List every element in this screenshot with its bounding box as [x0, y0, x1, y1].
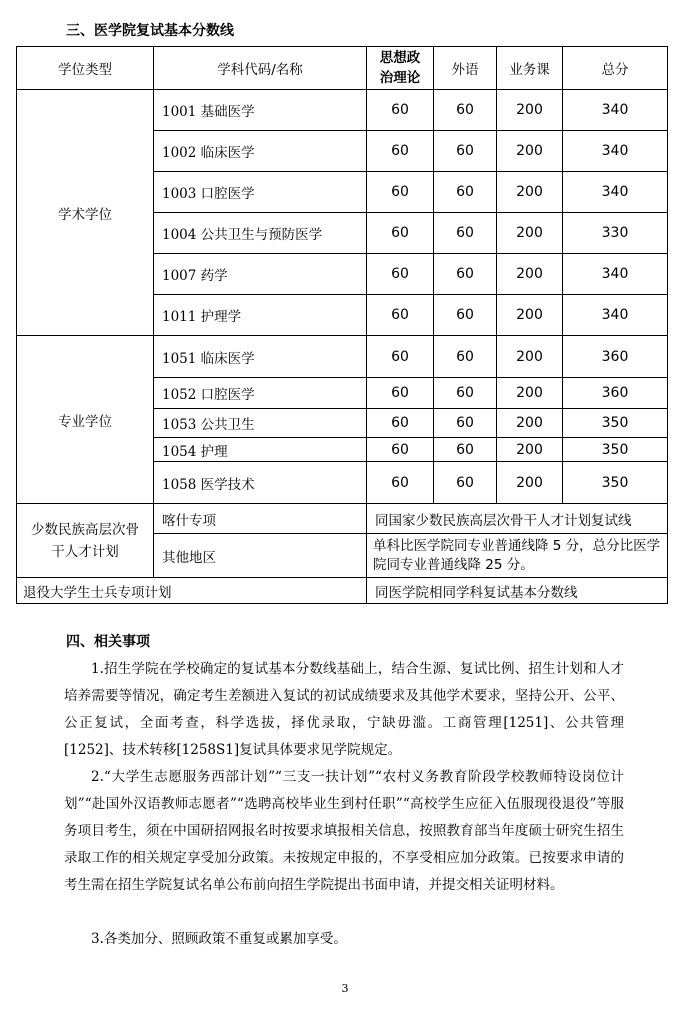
- politics-score: 60: [367, 378, 434, 409]
- business-score: 200: [497, 378, 563, 409]
- business-score: 200: [497, 213, 563, 254]
- politics-score: 60: [367, 172, 434, 213]
- total-score: 340: [563, 131, 668, 172]
- subject-cell: 1004 公共卫生与预防医学: [154, 213, 367, 254]
- business-score: 200: [497, 409, 563, 438]
- minority-note: 同国家少数民族高层次骨干人才计划复试线: [367, 504, 668, 534]
- professional-degree-label: 专业学位: [17, 336, 154, 504]
- minority-plan-label: 少数民族高层次骨干人才计划: [17, 504, 154, 578]
- language-score: 60: [434, 90, 497, 131]
- subject-cell: 1051 临床医学: [154, 336, 367, 378]
- table-header-row: [17, 47, 668, 90]
- header-subject: 学科代码/名称: [154, 47, 367, 90]
- total-score: 360: [563, 378, 668, 409]
- academic-degree-label: 学术学位: [17, 90, 154, 336]
- politics-score: 60: [367, 90, 434, 131]
- subject-cell: 1053 公共卫生: [154, 409, 367, 438]
- score-table: [16, 46, 668, 604]
- politics-score: 60: [367, 131, 434, 172]
- language-score: 60: [434, 295, 497, 336]
- total-score: 350: [563, 462, 668, 504]
- politics-score: 60: [367, 438, 434, 462]
- header-total: 总分: [563, 47, 668, 90]
- language-score: 60: [434, 254, 497, 295]
- subject-cell: 1011 护理学: [154, 295, 367, 336]
- business-score: 200: [497, 462, 563, 504]
- header-business: 业务课: [497, 47, 563, 90]
- business-score: 200: [497, 336, 563, 378]
- language-score: 60: [434, 172, 497, 213]
- veteran-note: 同医学院相同学科复试基本分数线: [367, 578, 668, 604]
- language-score: 60: [434, 336, 497, 378]
- table-row: [17, 336, 668, 378]
- header-politics: 思想政治理论: [367, 47, 434, 90]
- business-score: 200: [497, 295, 563, 336]
- table-row: [17, 578, 668, 604]
- total-score: 340: [563, 90, 668, 131]
- total-score: 350: [563, 438, 668, 462]
- subject-cell: 1002 临床医学: [154, 131, 367, 172]
- politics-score: 60: [367, 295, 434, 336]
- politics-score: 60: [367, 254, 434, 295]
- language-score: 60: [434, 462, 497, 504]
- total-score: 330: [563, 213, 668, 254]
- total-score: 350: [563, 409, 668, 438]
- language-score: 60: [434, 409, 497, 438]
- total-score: 340: [563, 254, 668, 295]
- subject-cell: 1054 护理: [154, 438, 367, 462]
- business-score: 200: [497, 438, 563, 462]
- section-4-title: 四、相关事项: [66, 634, 150, 650]
- minority-region: 喀什专项: [154, 504, 367, 534]
- veteran-plan-label: 退役大学生士兵专项计划: [17, 578, 367, 604]
- total-score: 340: [563, 172, 668, 213]
- business-score: 200: [497, 131, 563, 172]
- language-score: 60: [434, 213, 497, 254]
- header-language: 外语: [434, 47, 497, 90]
- subject-cell: 1001 基础医学: [154, 90, 367, 131]
- politics-score: 60: [367, 409, 434, 438]
- paragraph-1: 1.招生学院在学校确定的复试基本分数线基础上，结合生源、复试比例、招生计划和人才培养需要等情况，确定考生差额进入复试的初试成绩要求及其他学术要求，坚持公开、公平、公正复试，全面考查，科学选拔，择优录取，宁缺毋滥。工商管理[1251]、公共管理[1252]、技术转移[1258S1]复试具体要求见学院规定。: [64, 661, 624, 758]
- politics-score: 60: [367, 213, 434, 254]
- language-score: 60: [434, 131, 497, 172]
- minority-note: 单科比医学院同专业普通线降 5 分，总分比医学院同专业普通线降 25 分。: [367, 534, 668, 578]
- language-score: 60: [434, 378, 497, 409]
- header-degree-type: 学位类型: [17, 47, 154, 90]
- page-number: 3: [341, 982, 349, 995]
- subject-cell: 1058 医学技术: [154, 462, 367, 504]
- subject-cell: 1007 药学: [154, 254, 367, 295]
- politics-score: 60: [367, 462, 434, 504]
- subject-cell: 1052 口腔医学: [154, 378, 367, 409]
- subject-cell: 1003 口腔医学: [154, 172, 367, 213]
- table-row: [17, 504, 668, 534]
- politics-score: 60: [367, 336, 434, 378]
- total-score: 340: [563, 295, 668, 336]
- business-score: 200: [497, 90, 563, 131]
- minority-region: 其他地区: [154, 534, 367, 578]
- paragraph-2: 2.“大学生志愿服务西部计划”“三支一扶计划”“农村义务教育阶段学校教师特设岗位计划”“赴国外汉语教师志愿者”“选聘高校毕业生到村任职”“高校学生应征入伍服现役退役”等服务项目考生，须在中国研招网报名时按要求填报相关信息，按照教育部当年度硕士研究生招生录取工作的相关规定享受加分政策。未按规定申报的，不享受相应加分政策。已按要求申请的考生需在招生学院复试名单公布前向招生学院提出书面申请，并提交相关证明材料。: [64, 769, 624, 893]
- table-row: [17, 90, 668, 131]
- business-score: 200: [497, 172, 563, 213]
- section-3-title: 三、医学院复试基本分数线: [66, 23, 234, 39]
- paragraph-3: 3.各类加分、照顾政策不重复或累加享受。: [91, 931, 347, 947]
- total-score: 360: [563, 336, 668, 378]
- business-score: 200: [497, 254, 563, 295]
- language-score: 60: [434, 438, 497, 462]
